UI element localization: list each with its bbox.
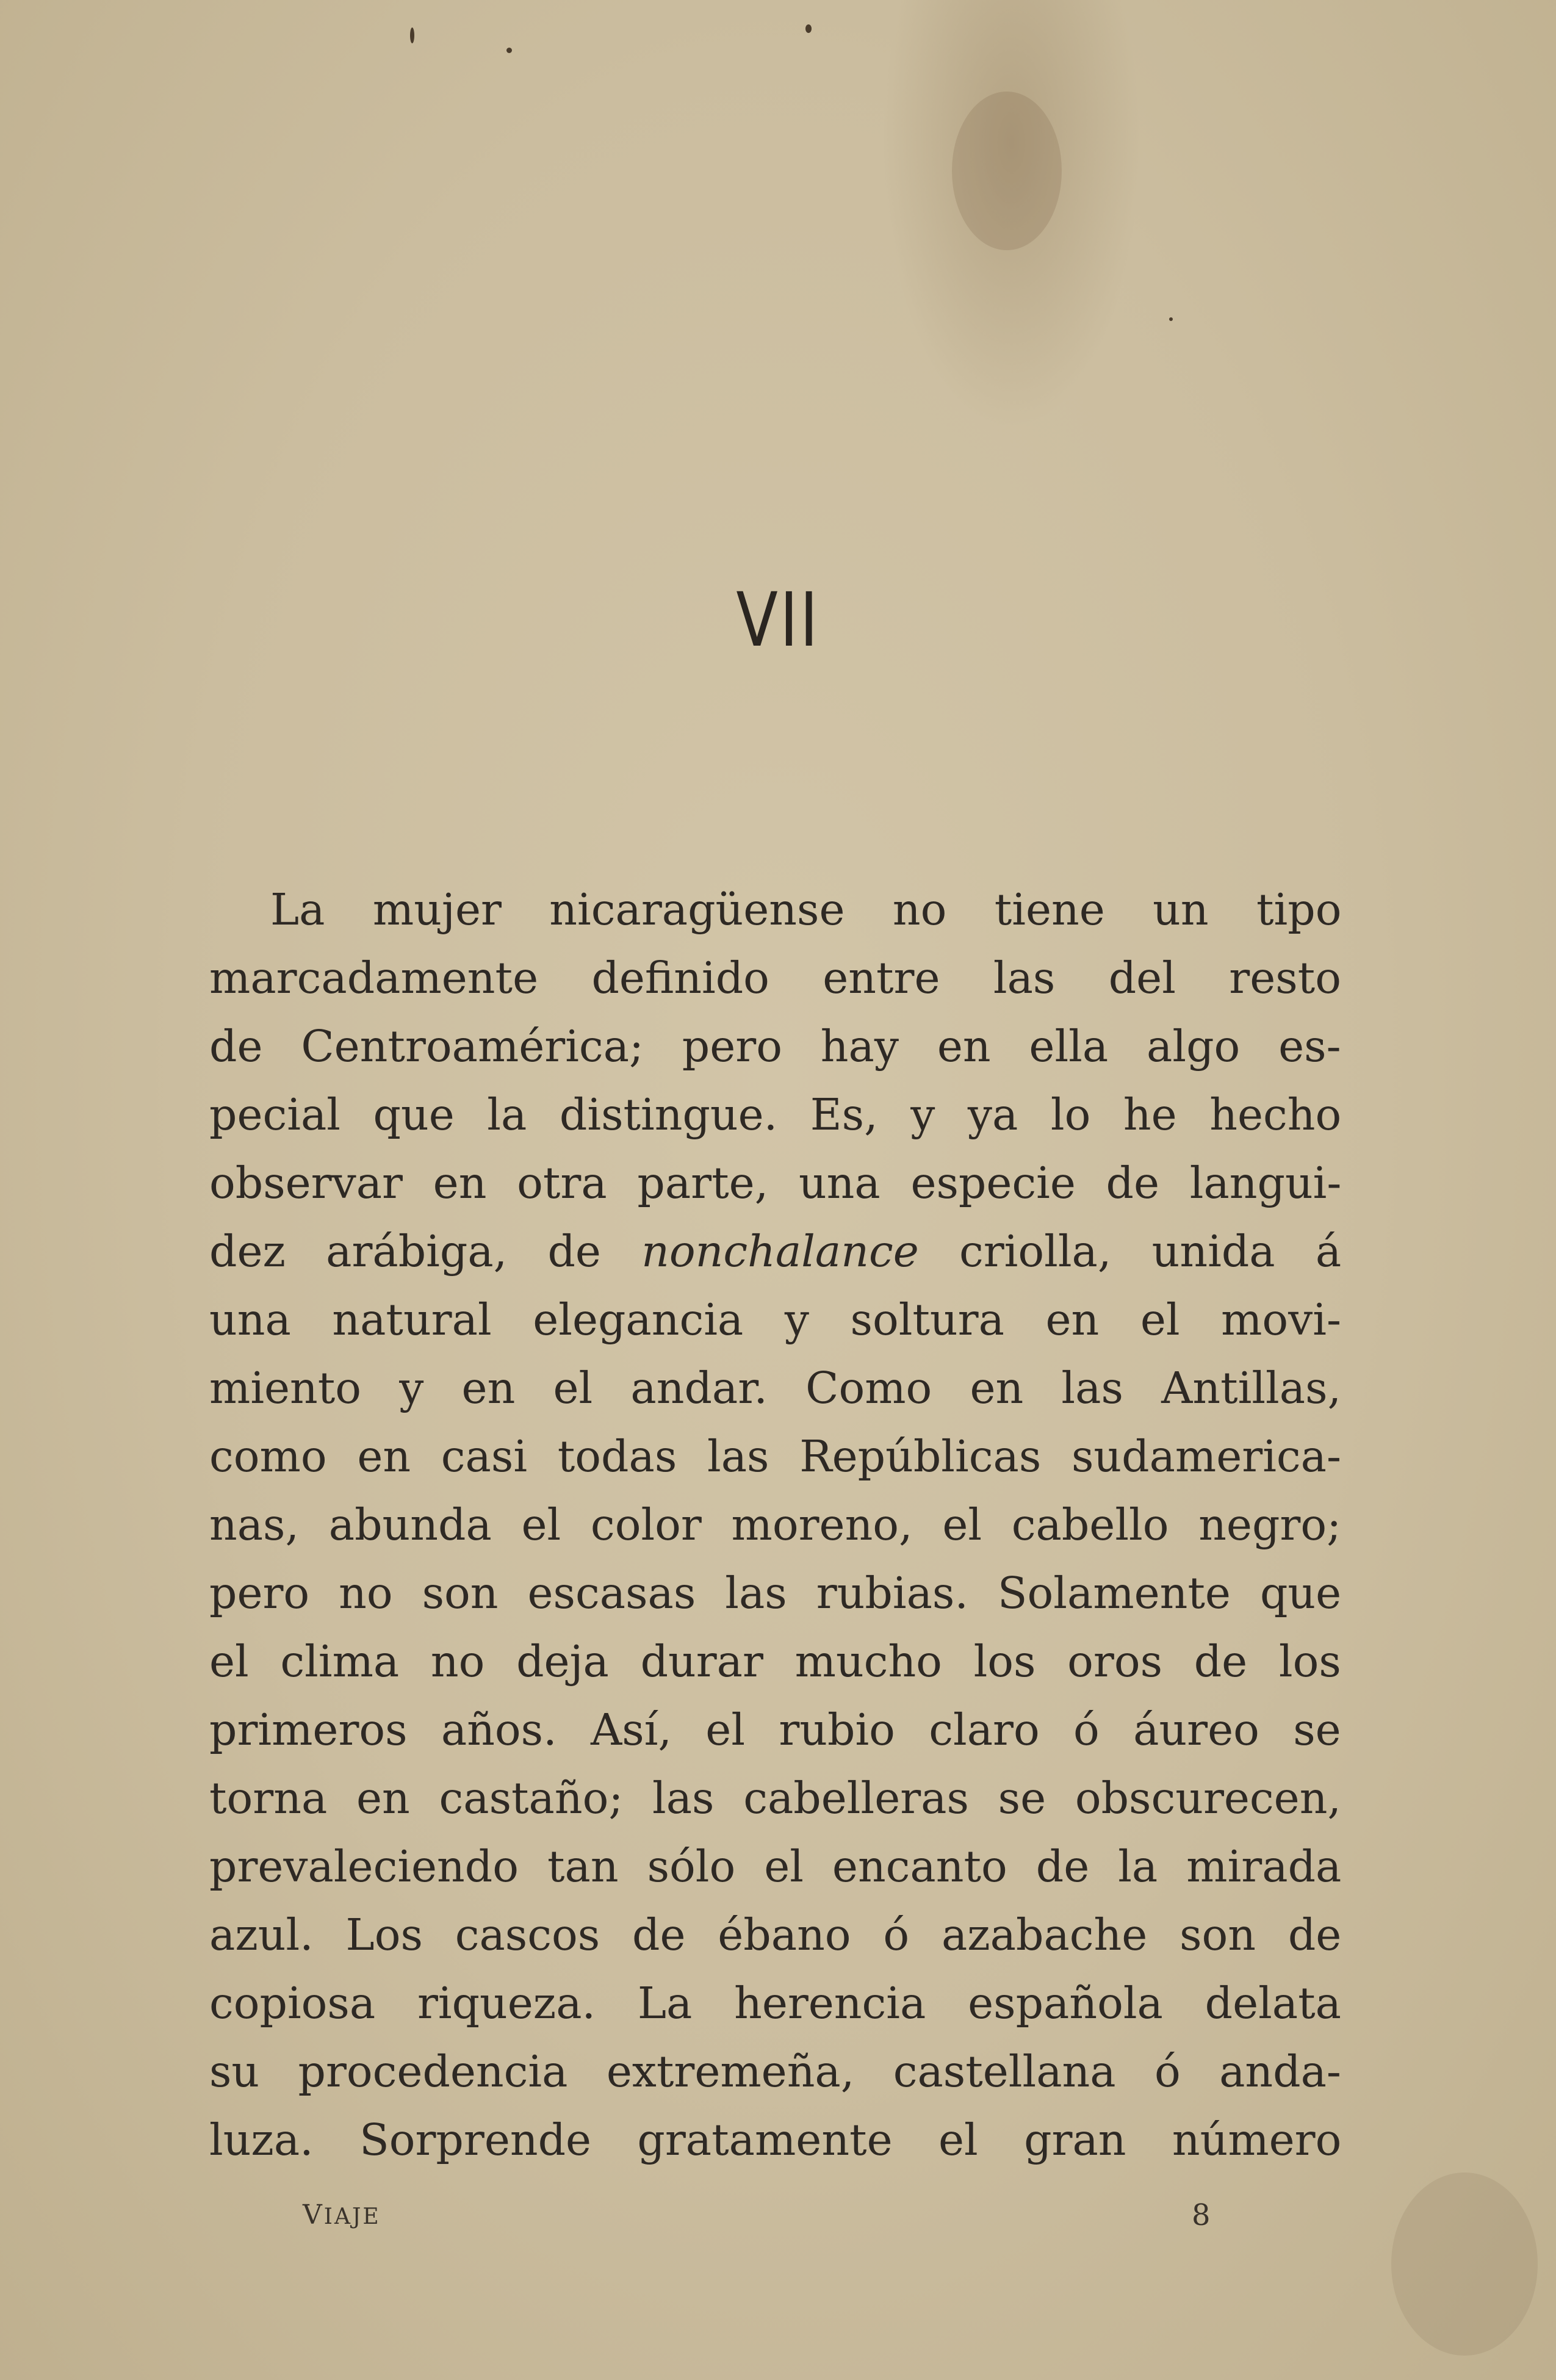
text-line bbox=[209, 1149, 1341, 1217]
body-text bbox=[209, 876, 1341, 2174]
text-line bbox=[209, 1833, 1341, 1901]
text-line-content: pecial que la distingue. Es, y ya lo he hecho bbox=[209, 1089, 1342, 1140]
text-line-content: su procedencia extremeña, castellana ó anda- bbox=[209, 2046, 1341, 2097]
text-line bbox=[209, 1696, 1341, 1764]
text-line-content: La mujer nicaragüense no tiene un tipo bbox=[270, 884, 1342, 935]
text-line-content: marcadamente definido entre las del resto bbox=[209, 953, 1341, 1003]
text-line-content: prevaleciendo tan sólo el encanto de la mirada bbox=[209, 1841, 1342, 1892]
text-line-content: copiosa riqueza. La herencia española delata bbox=[209, 1978, 1341, 2028]
paper-speck bbox=[410, 27, 414, 43]
text-line bbox=[209, 1081, 1341, 1149]
italic-word: nonchalance bbox=[641, 1226, 919, 1277]
text-line-content: observar en otra parte, una especie de langui- bbox=[209, 1158, 1342, 1208]
text-line-content: nas, abunda el color moreno, el cabello negro; bbox=[209, 1499, 1342, 1550]
text-line-content: miento y en el andar. Como en las Antillas, bbox=[209, 1363, 1342, 1413]
signature-initial: V bbox=[303, 2199, 324, 2230]
text-line-content: una natural elegancia y soltura en el movi- bbox=[209, 1294, 1341, 1345]
paper-speck bbox=[506, 48, 512, 53]
chapter-heading: VII bbox=[736, 577, 820, 663]
text-line bbox=[209, 1012, 1341, 1081]
text-segment: dez arábiga, de bbox=[209, 1226, 642, 1277]
text-line bbox=[209, 1491, 1341, 1559]
paper-stain bbox=[952, 92, 1062, 250]
text-line bbox=[209, 1354, 1341, 1423]
text-line bbox=[209, 1217, 1341, 1286]
text-line-content: el clima no deja durar mucho los oros de los bbox=[209, 1636, 1341, 1687]
text-line-content: como en casi todas las Repúblicas sudamerica- bbox=[209, 1431, 1342, 1482]
text-line bbox=[209, 1969, 1341, 2038]
signature-mark bbox=[303, 2197, 381, 2234]
text-line bbox=[209, 1901, 1341, 1969]
text-line-content bbox=[209, 1217, 1341, 1286]
text-line bbox=[209, 1286, 1341, 1354]
text-line bbox=[209, 2038, 1341, 2106]
paper-speck bbox=[1169, 317, 1173, 321]
text-line bbox=[209, 876, 1341, 944]
text-line-content: luza. Sorprende gratamente el gran número bbox=[209, 2115, 1342, 2165]
text-line bbox=[209, 1559, 1341, 1628]
text-line-content: azul. Los cascos de ébano ó azabache son de bbox=[209, 1909, 1342, 1960]
text-line bbox=[209, 1423, 1341, 1491]
text-line-content: pero no son escasas las rubias. Solamente que bbox=[209, 1568, 1342, 1618]
text-line bbox=[209, 1764, 1341, 1833]
text-line bbox=[209, 944, 1341, 1012]
text-segment: criolla, unida á bbox=[918, 1226, 1342, 1277]
paper-speck bbox=[805, 24, 812, 33]
signature-rest: IAJE bbox=[323, 2204, 381, 2229]
text-line-content: primeros años. Así, el rubio claro ó áureo se bbox=[209, 1704, 1341, 1755]
text-line bbox=[209, 1628, 1341, 1696]
paper-stain bbox=[1391, 2173, 1538, 2356]
text-line-content: de Centroamérica; pero hay en ella algo es- bbox=[209, 1021, 1341, 1072]
sheet-number: 8 bbox=[1192, 2198, 1211, 2232]
text-line-content: torna en castaño; las cabelleras se obscurecen, bbox=[209, 1773, 1341, 1823]
text-line bbox=[209, 2106, 1341, 2174]
